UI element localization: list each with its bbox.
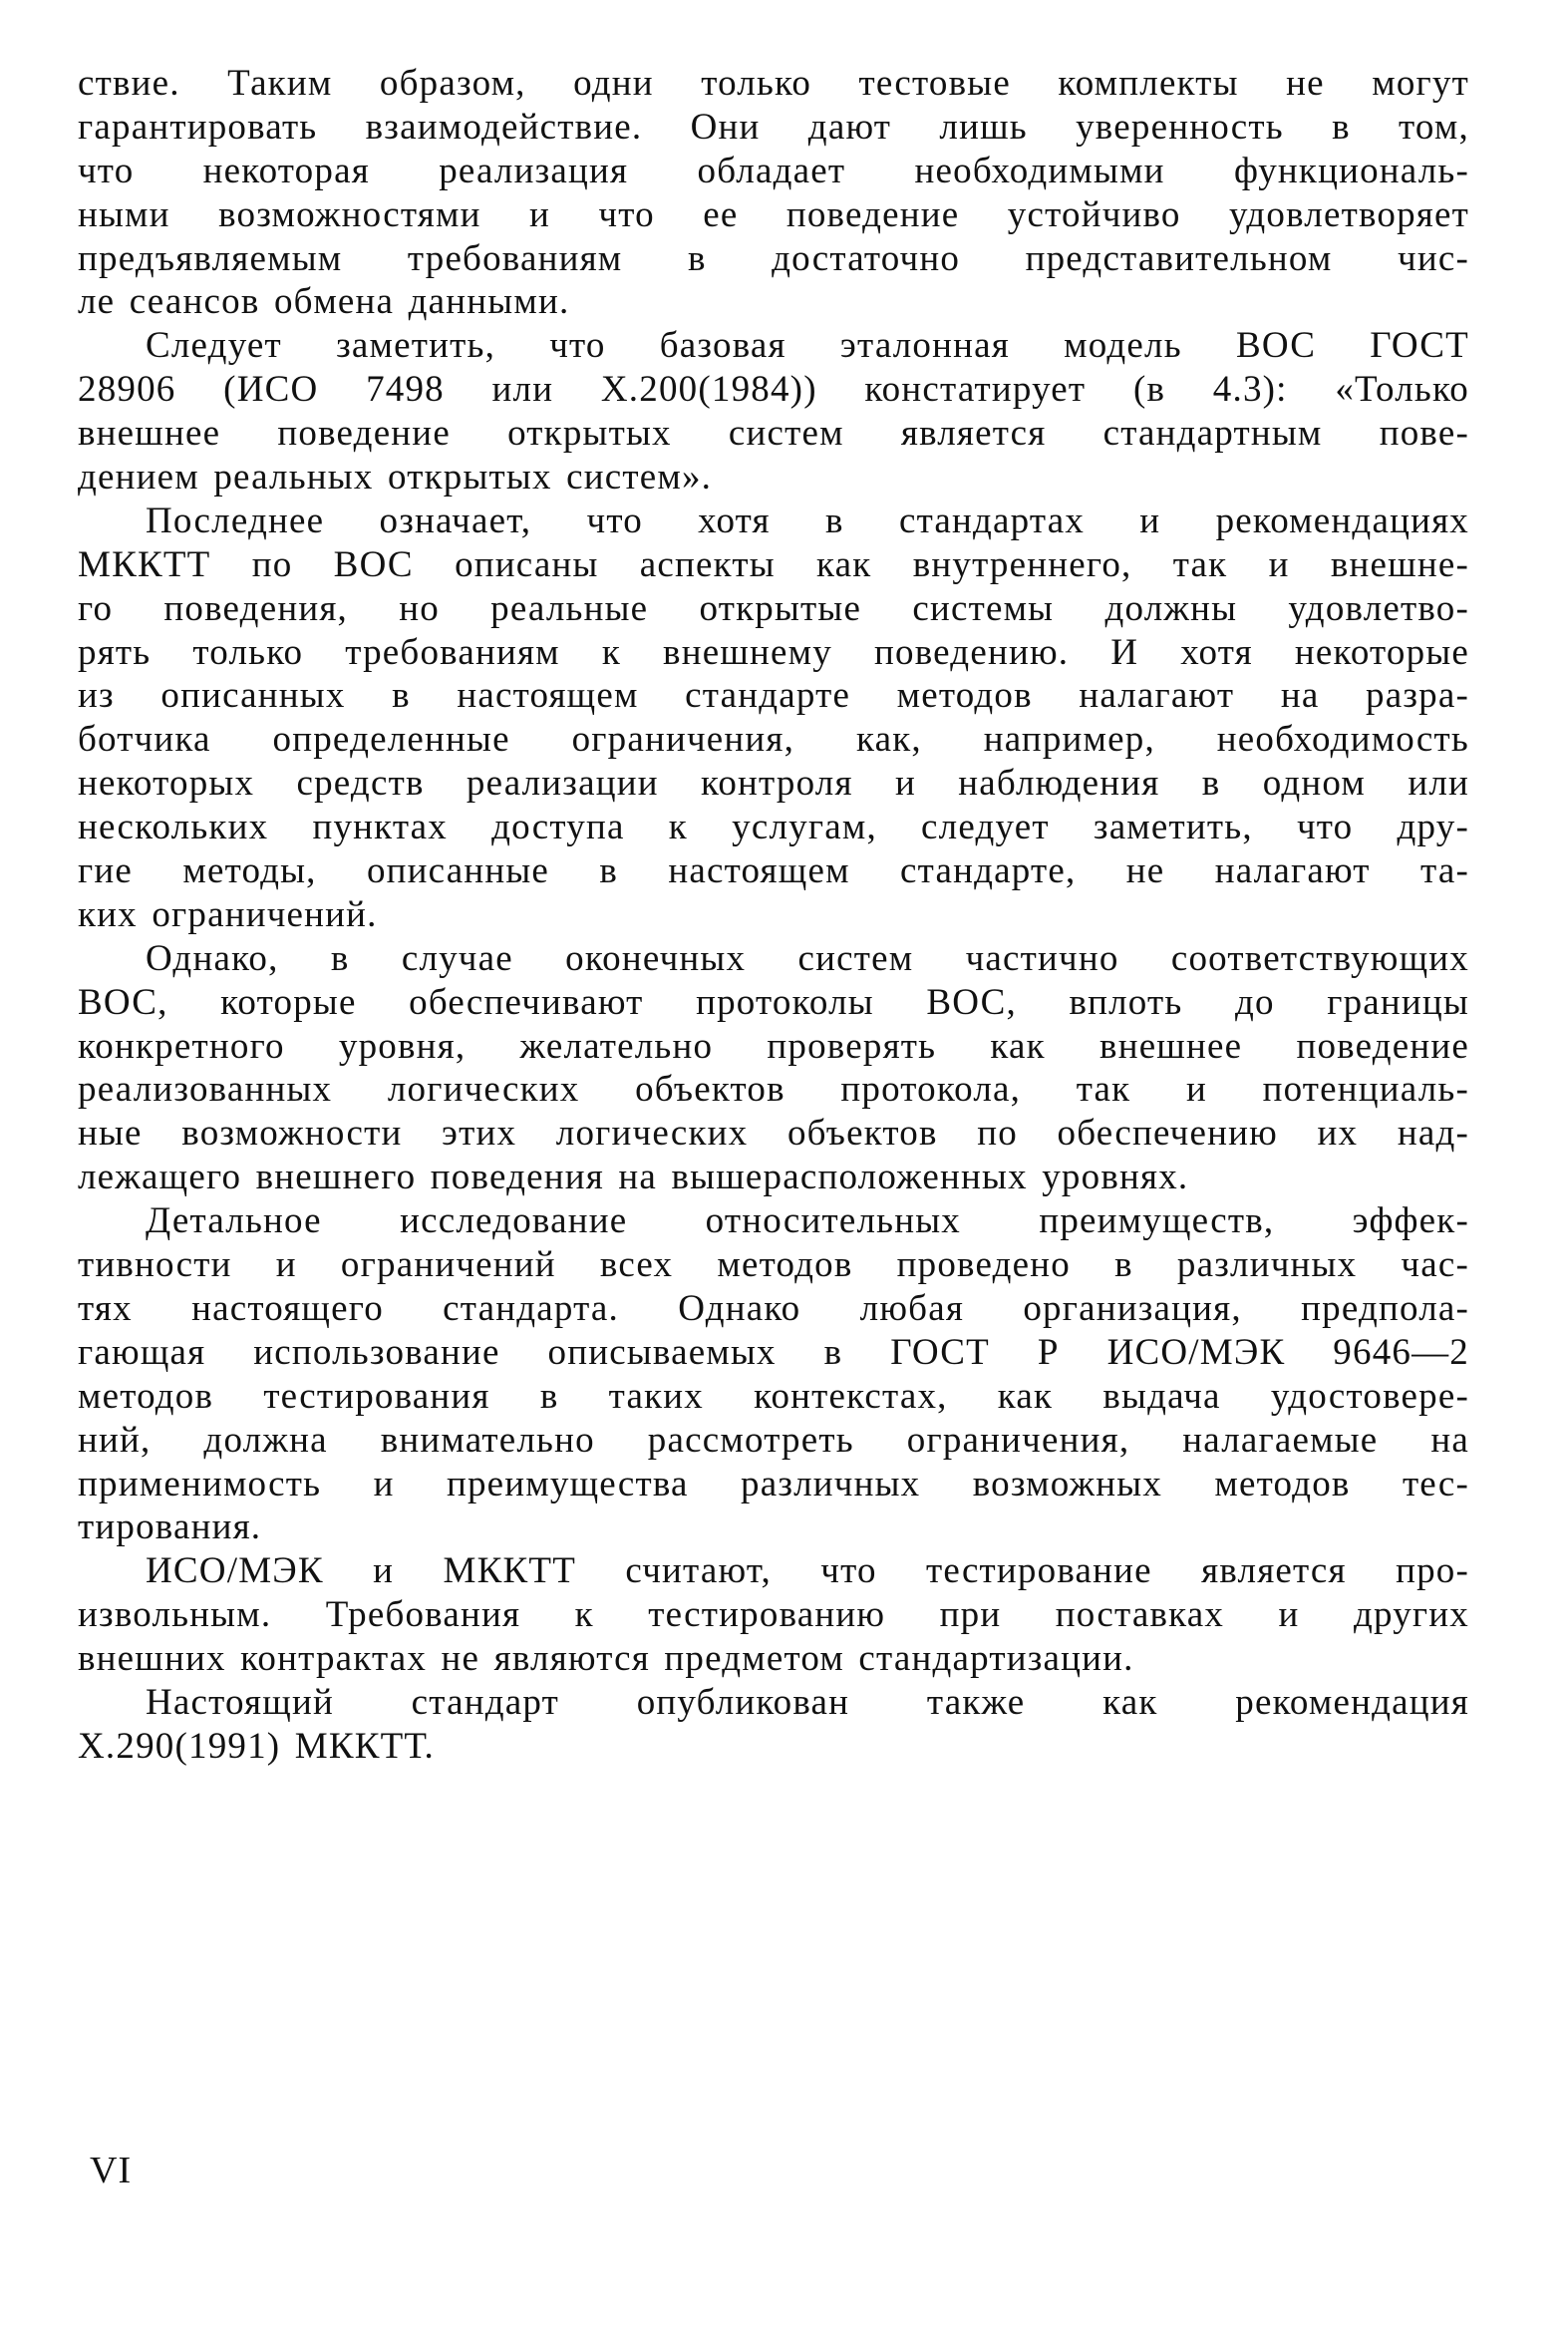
body-text bbox=[78, 62, 1469, 1769]
text-line: Детальное исследование относительных преимуществ, эффек- bbox=[146, 1200, 1469, 1242]
text-line: методов тестирования в таких контекстах, как выдача удостовере- bbox=[78, 1375, 1469, 1417]
text-line: Однако, в случае оконечных систем частично соответствующих bbox=[146, 937, 1469, 979]
text-line: применимость и преимущества различных возможных методов тес- bbox=[78, 1463, 1469, 1505]
text-line: что некоторая реализация обладает необходимыми функциональ- bbox=[78, 150, 1469, 191]
text-line: 28906 (ИСО 7498 или Х.200(1984)) констатирует (в 4.3): «Только bbox=[78, 369, 1469, 411]
text-line: предъявляемым требованиям в достаточно представительном чис- bbox=[78, 237, 1469, 279]
text-line: реализованных логических объектов протокола, так и потенциаль- bbox=[78, 1069, 1469, 1111]
text-line: ИСО/МЭК и МККТТ считают, что тестирование является про- bbox=[146, 1550, 1469, 1592]
text-line: го поведения, но реальные открытые системы должны удовлетво- bbox=[78, 587, 1469, 629]
text-line: извольным. Требования к тестированию при поставках и других bbox=[78, 1594, 1469, 1636]
text-line: внешнее поведение открытых систем является стандартным пове- bbox=[78, 413, 1469, 455]
text-line: конкретного уровня, желательно проверять как внешнее поведение bbox=[78, 1025, 1469, 1067]
text-line: Следует заметить, что базовая эталонная модель ВОС ГОСТ bbox=[146, 325, 1469, 367]
page-number: VI bbox=[90, 2150, 133, 2191]
text-line: ний, должна внимательно рассмотреть ограничения, налагаемые на bbox=[78, 1419, 1469, 1461]
text-line: гарантировать взаимодействие. Они дают лишь уверенность в том, bbox=[78, 106, 1469, 148]
text-line: лежащего внешнего поведения на вышерасположенных уровнях. bbox=[78, 1157, 1189, 1198]
text-line: Настоящий стандарт опубликован также как рекомендация bbox=[146, 1681, 1469, 1723]
text-line: гие методы, описанные в настоящем стандарте, не налагают та- bbox=[78, 850, 1469, 892]
text-line: нескольких пунктах доступа к услугам, следует заметить, что дру- bbox=[78, 807, 1469, 848]
text-line: гающая использование описываемых в ГОСТ Р ИСО/МЭК 9646—2 bbox=[78, 1331, 1469, 1373]
text-line: ными возможностями и что ее поведение устойчиво удовлетворяет bbox=[78, 193, 1469, 235]
text-line: некоторых средств реализации контроля и наблюдения в одном или bbox=[78, 763, 1469, 805]
text-line: дением реальных открытых систем». bbox=[78, 457, 713, 499]
text-line: ные возможности этих логических объектов по обеспечению их над- bbox=[78, 1113, 1469, 1155]
text-line: ких ограничений. bbox=[78, 893, 378, 935]
text-line: из описанных в настоящем стандарте методов налагают на разра- bbox=[78, 675, 1469, 717]
text-line: ВОС, которые обеспечивают протоколы ВОС, вплоть до границы bbox=[78, 981, 1469, 1023]
text-line: тях настоящего стандарта. Однако любая организация, предпола- bbox=[78, 1287, 1469, 1329]
text-line: ле сеансов обмена данными. bbox=[78, 281, 570, 323]
text-line: тивности и ограничений всех методов проведено в различных час- bbox=[78, 1244, 1469, 1286]
text-line: рять только требованиям к внешнему поведению. И хотя некоторые bbox=[78, 631, 1469, 673]
text-line: тирования. bbox=[78, 1506, 262, 1548]
text-line: ботчика определенные ограничения, как, например, необходимость bbox=[78, 719, 1469, 761]
text-line: ствие. Таким образом, одни только тестовые комплекты не могут bbox=[78, 63, 1469, 104]
text-line: Х.290(1991) МККТТ. bbox=[78, 1725, 435, 1767]
text-line: МККТТ по ВОС описаны аспекты как внутреннего, так и внешне- bbox=[78, 543, 1469, 585]
text-line: Последнее означает, что хотя в стандартах и рекомендациях bbox=[146, 500, 1469, 541]
text-line: внешних контрактах не являются предметом стандартизации. bbox=[78, 1638, 1134, 1680]
